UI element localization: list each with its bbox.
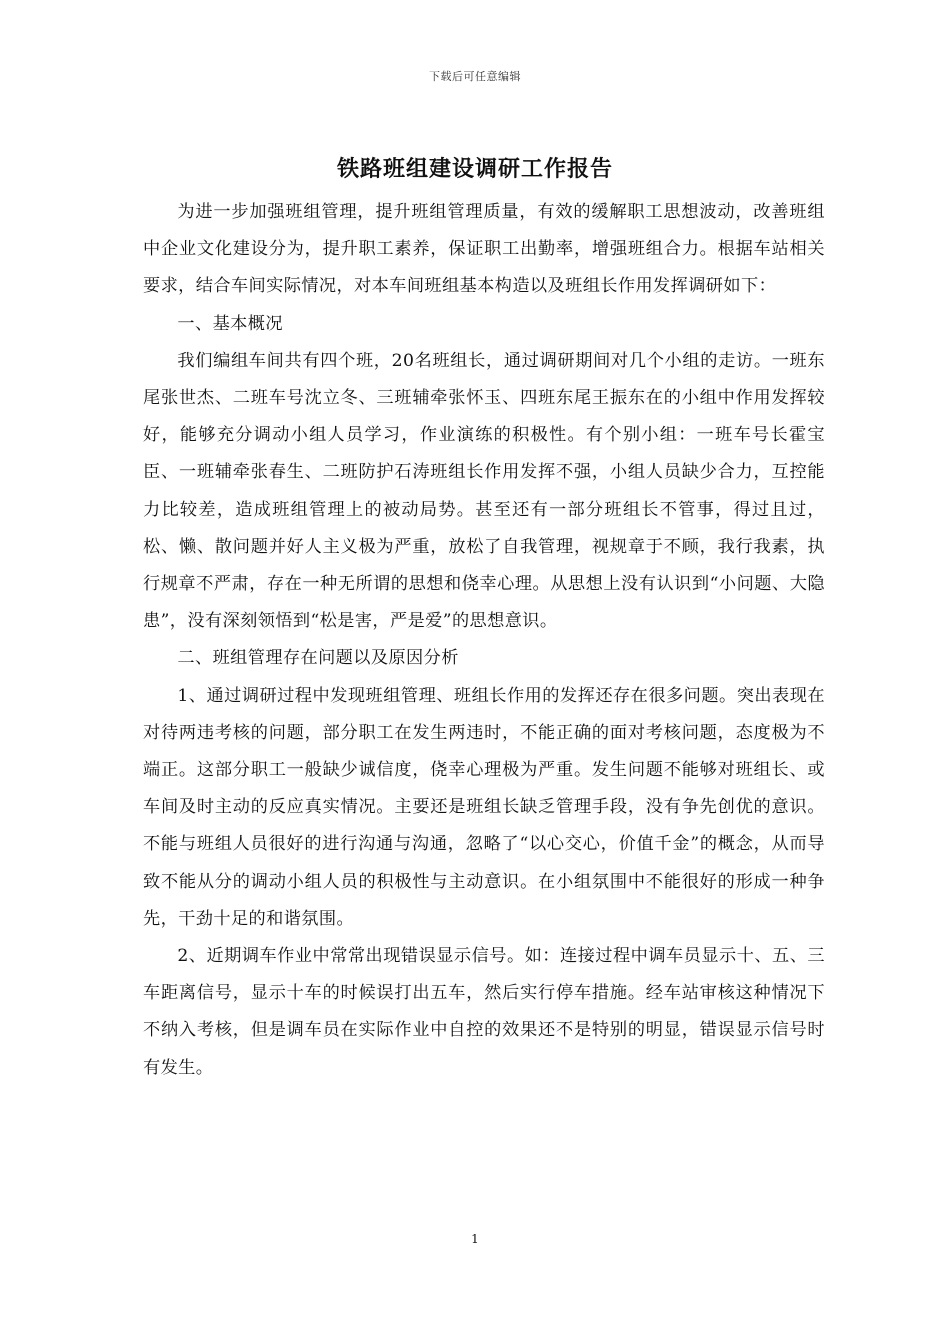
document-title: 铁路班组建设调研工作报告 bbox=[336, 156, 613, 182]
page-header-note: 下载后可任意编辑 bbox=[429, 70, 521, 83]
problem-paragraph-2: 2、近期调车作业中常常出现错误显示信号。如：连接过程中调车员显示十、五、三车距离信号，显示十车的时候误打出五车，然后实行停车措施。经车站审核这种情况下不纳入考核，但是调车员在实际作业中自控的效果还不是特别的明显，错误显示信号时有发生。 bbox=[143, 946, 825, 1078]
section-heading-problems-analysis: 二、班组管理存在问题以及原因分析 bbox=[177, 648, 459, 669]
problem-paragraph-1: 1、通过调研过程中发现班组管理、班组长作用的发挥还存在很多问题。突出表现在对待两违考核的问题，部分职工在发生两违时，不能正确的面对考核问题，态度极为不端正。这部分职工一般缺少诚信度，侥幸心理极为严重。发生问题不能够对班组长、或车间及时主动的反应真实情况。主要还是班组长缺乏管理手段，没有争先创优的意识。不能与班组人员很好的进行沟通与沟通，忽略了“以心交心，价值千金”的概念，从而导致不能从分的调动小组人员的积极性与主动意识。在小组氛围中不能很好的形成一种争先，干劲十足的和谐氛围。 bbox=[143, 685, 825, 929]
overview-paragraph: 我们编组车间共有四个班，20名班组长，通过调研期间对几个小组的走访。一班东尾张世杰、二班车号沈立冬、三班辅牵张怀玉、四班东尾王振东在的小组中作用发挥较好，能够充分调动小组人员学习，作业演练的积极性。有个别小组：一班车号长霍宝臣、一班辅牵张春生、二班防护石涛班组长作用发挥不强，小组人员缺少合力，互控能力比较差，造成班组管理上的被动局势。甚至还有一部分班组长不管事，得过且过，松、懒、散问题并好人主义极为严重，放松了自我管理，视规章于不顾，我行我素，执行规章不严肃，存在一种无所谓的思想和侥幸心理。从思想上没有认识到“小问题、大隐患”，没有深刻领悟到“松是害，严是爱”的思想意识。 bbox=[143, 350, 825, 632]
intro-paragraph: 为进一步加强班组管理，提升班组管理质量，有效的缓解职工思想波动，改善班组中企业文化建设分为，提升职工素养，保证职工出勤率，增强班组合力。根据车站相关要求，结合车间实际情况，对本车间班组基本构造以及班组长作用发挥调研如下： bbox=[143, 202, 825, 297]
section-heading-basic-overview: 一、基本概况 bbox=[177, 313, 283, 334]
document-body bbox=[143, 194, 825, 1087]
page-number: 1 bbox=[471, 1232, 479, 1246]
